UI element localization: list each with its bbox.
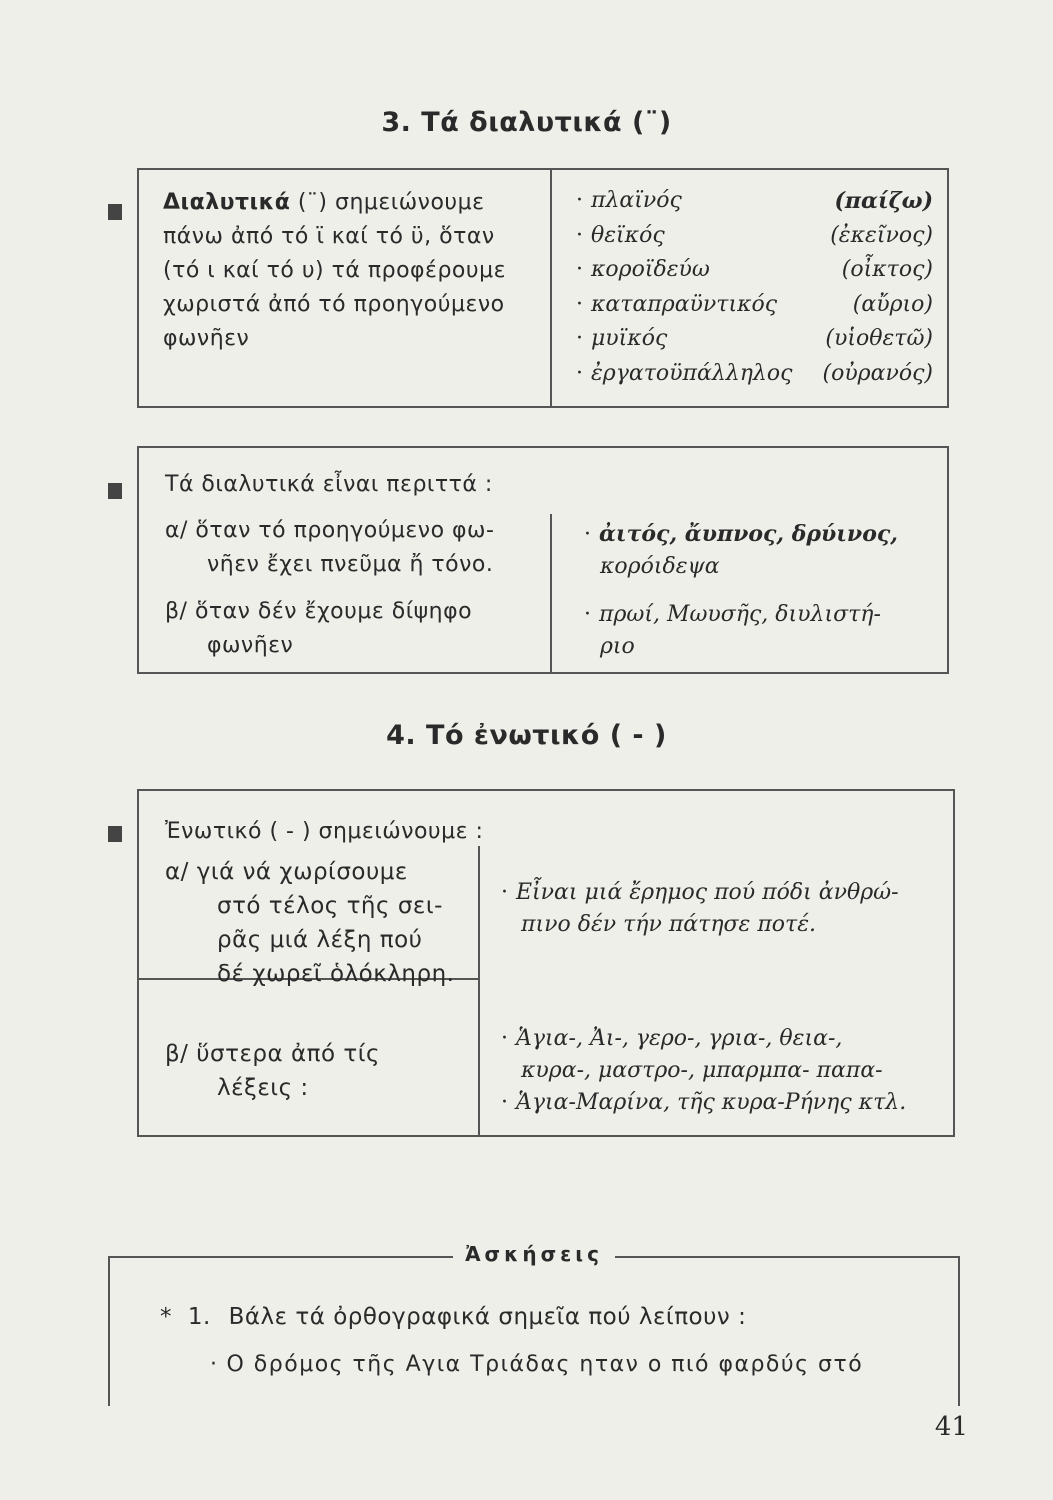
hyphen-rule-b: β/ ὕστερα ἀπό τίς λέξεις : (165, 1041, 380, 1101)
section-4-heading: 4. Τό ἐνωτικό ( - ) (386, 720, 667, 751)
square-bullet-icon (108, 204, 122, 220)
column-divider (478, 846, 480, 1135)
hyphen-rule-a: α/ γιά νά χωρίσουμε στό τέλος τῆς σει- ρᾶς μιά λέξη πού δέ χωρεῖ ὁλόκληρη. (165, 859, 455, 987)
hyphen-rule-box (137, 789, 955, 1137)
example-row: · καταπραϋντικός (αὔριο) (576, 291, 933, 317)
exercises-box (108, 1242, 960, 1406)
rule-a-text: α/ ὅταν τό προηγούμενο φω- νῆεν ἔχει πνεῦμα ἤ τόνο. (165, 518, 495, 577)
diaeresis-rule-box (137, 168, 949, 408)
example-row: · κοροϊδεύω (οἶκτος) (576, 257, 933, 282)
rule-b-examples: · πρωί, Μωυσῆς, διυλιστή- ριο (584, 602, 881, 659)
diaeresis-examples (552, 170, 947, 406)
example-row: · πλαϊνός (παίζω) (576, 188, 933, 214)
example-row: · μυϊκός (υἱοθετῶ) (576, 326, 933, 351)
hyphen-intro: Ἐνωτικό ( - ) σημειώνουμε : (165, 819, 484, 844)
rule-a-examples: · ἀιτός, ἄυπνος, δρύινος, κορόιδεψα (584, 521, 898, 579)
example-row: · θεϊκός (ἐκεῖνος) (576, 222, 933, 248)
page-number: 41 (934, 1412, 968, 1442)
diaeresis-unneeded-box (137, 446, 949, 674)
example-row: · ἐργατοϋπάλληλος (οὐρανός) (576, 360, 933, 386)
exercise-1-line: · Ο δρόμος τῆς Αγια Τριάδας ηταν ο πιό φαρδύς στό (210, 1352, 864, 1377)
hyphen-example-1: · Εἶναι μιά ἔρημος πού πόδι ἀνθρώ- πινο δέν τήν πάτησε ποτέ. (501, 880, 899, 937)
diaeresis-rule-text: Διαλυτικά (¨) σημειώνουμε πάνω ἀπό τό ϊ καί τό ϋ, ὅταν (τό ι καί τό υ) τά προφέρουμε χωριστά ἀπό τό προηγούμενο φωνῆεν (139, 170, 552, 406)
hyphen-example-2: · Ἁγια-, Ἀι-, γερο-, γρια-, θεια-, κυρα-, μαστρο-, μπαρμπα- παπα- · Ἁγια-Μαρίνα, τῆς κυρα-Ρήνης κτλ. (501, 1026, 907, 1115)
diaeresis-unneeded-intro: Τά διαλυτικά εἶναι περιττά : (165, 472, 493, 497)
column-divider (550, 514, 552, 672)
exercises-title: Ἀσκήσεις (453, 1242, 615, 1266)
rule-b-text: β/ ὅταν δέν ἔχουμε δίψηφο φωνῆεν (165, 599, 473, 658)
square-bullet-icon (108, 483, 122, 499)
section-3-heading: 3. Τά διαλυτικά (¨) (381, 107, 672, 138)
square-bullet-icon (108, 826, 122, 842)
exercise-1: * 1. Βάλε τά ὀρθογραφικά σημεῖα πού λείπουν : (160, 1304, 747, 1330)
